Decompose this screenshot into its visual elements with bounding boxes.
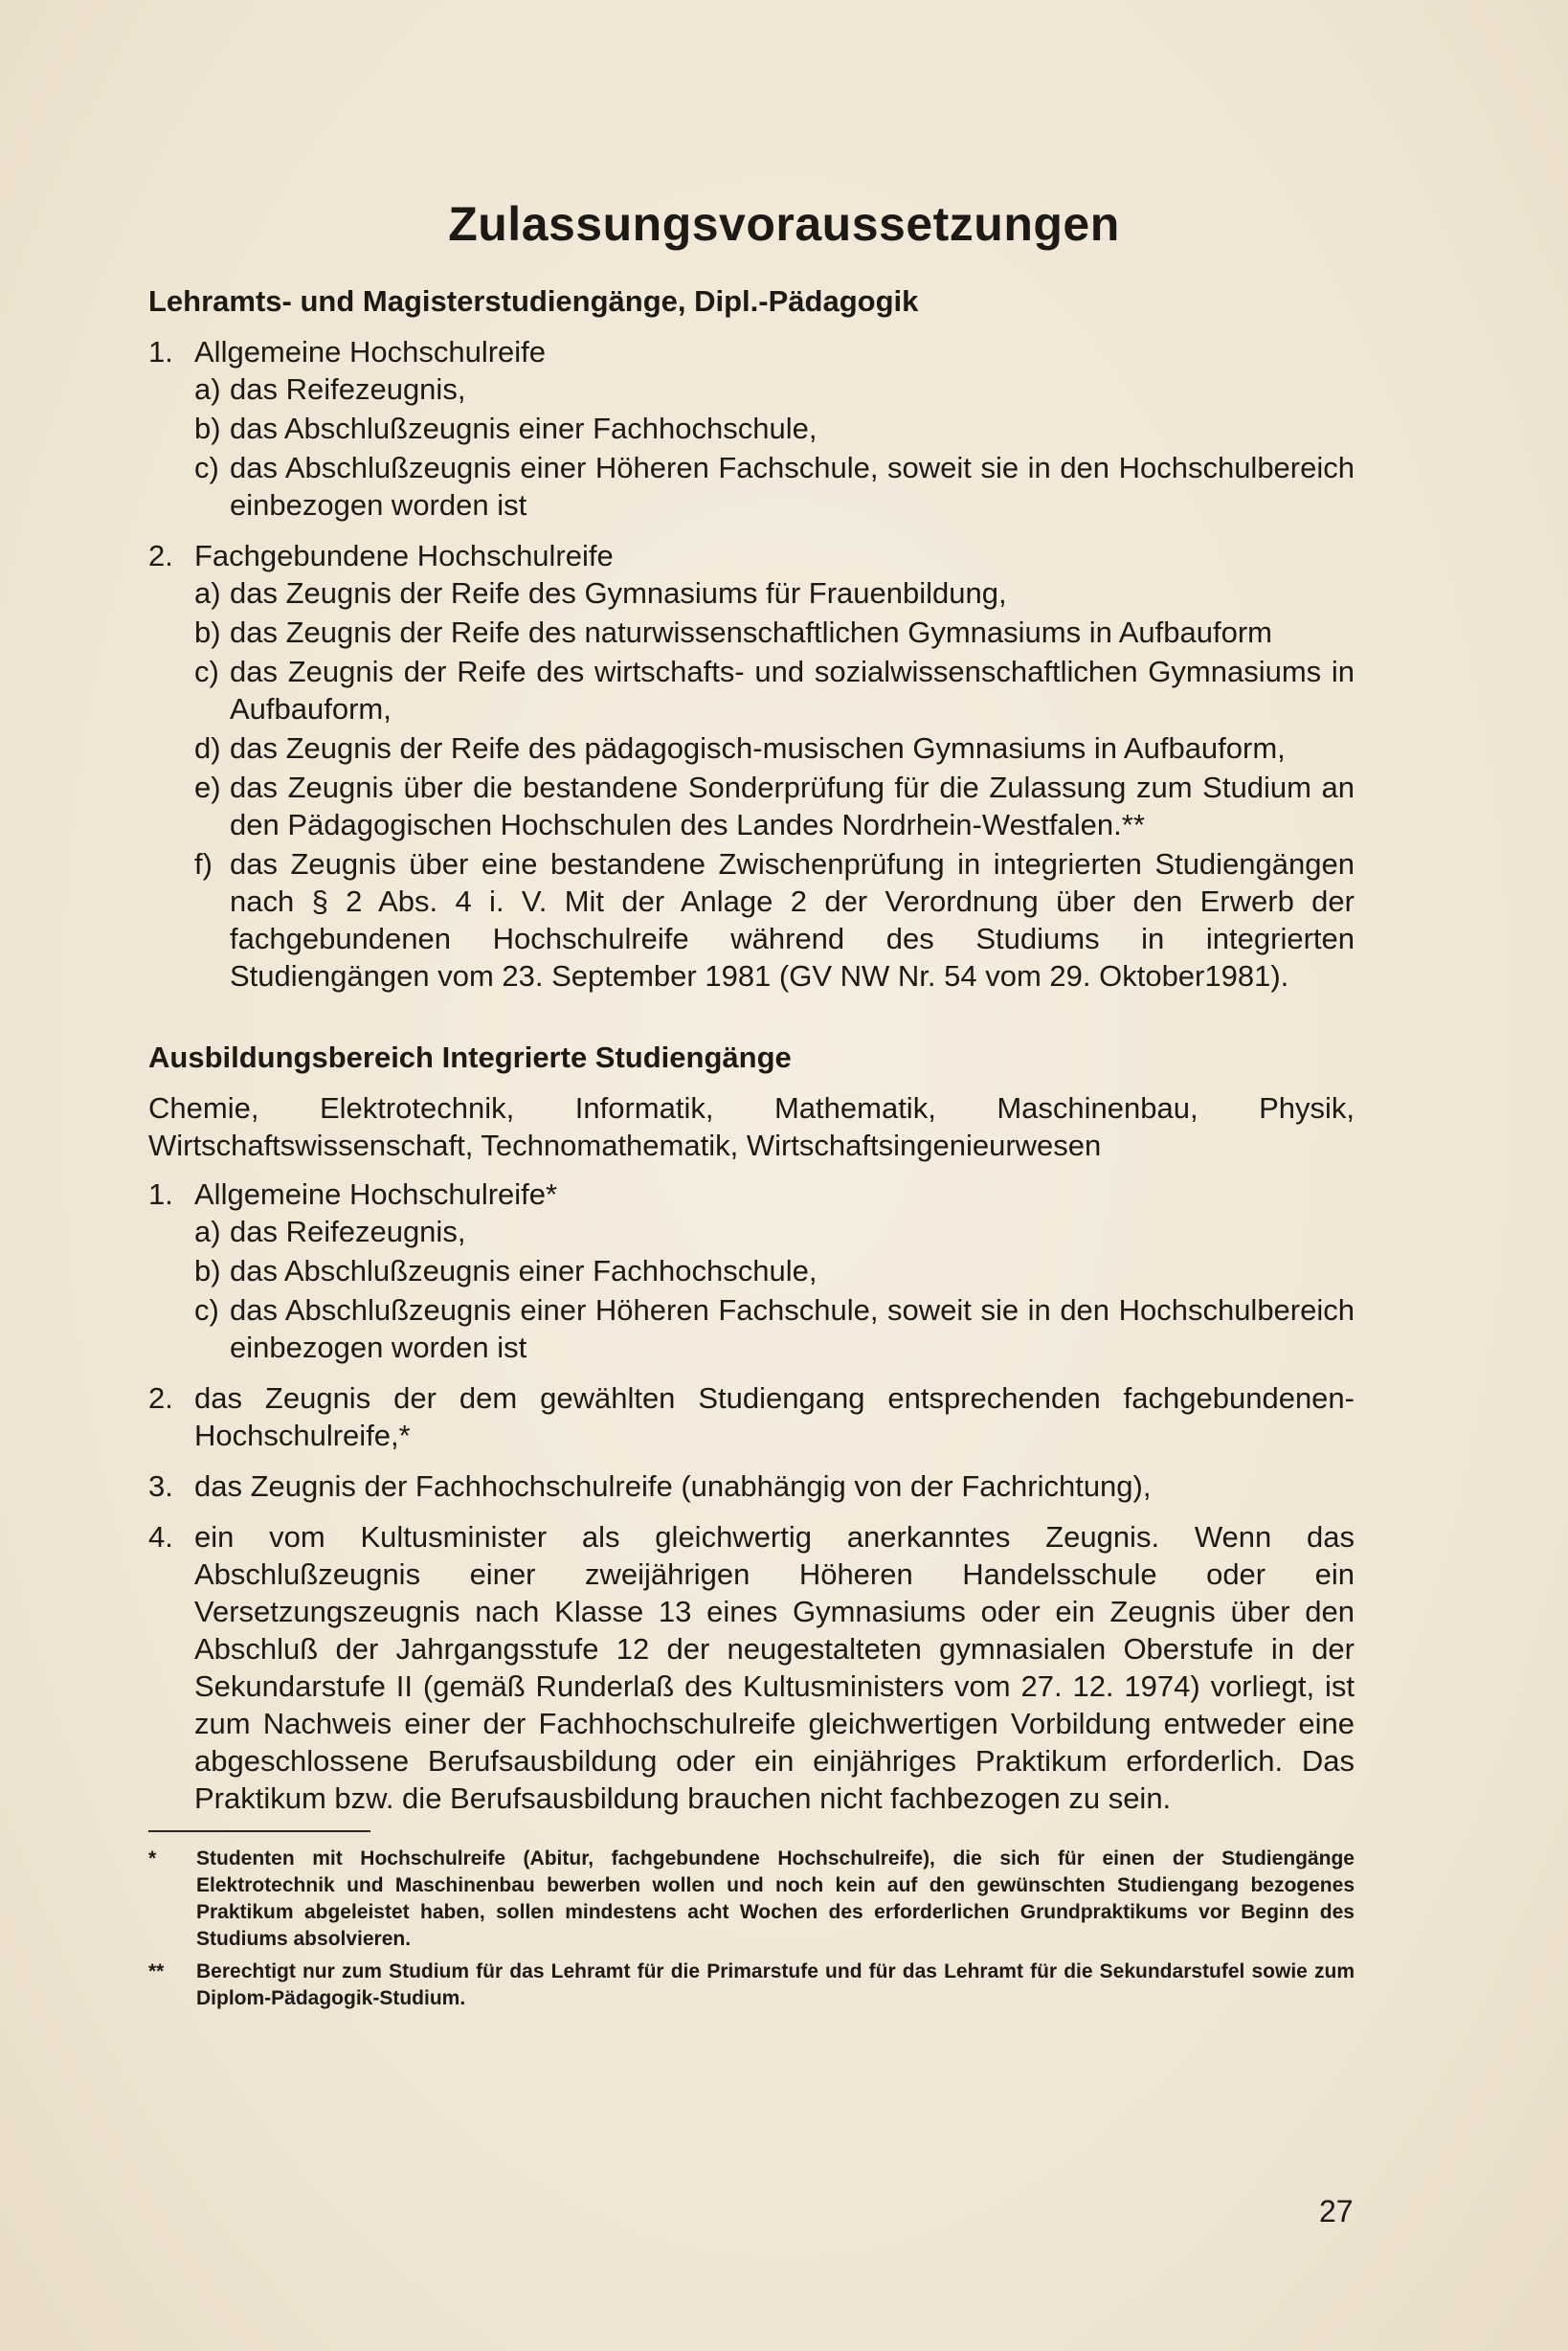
sub-item-text: das Abschlußzeugnis einer Fachhochschule, <box>230 1254 818 1287</box>
sub-item-text: das Abschlußzeugnis einer Fachhochschule, <box>230 412 818 445</box>
sub-item <box>194 574 1355 612</box>
requirements-list-lehramt <box>148 333 1355 995</box>
sub-item-letter: c) <box>194 655 219 688</box>
item-number: 2. <box>148 1381 173 1415</box>
item-number: 2. <box>148 539 173 572</box>
item-number: 4. <box>148 1520 173 1554</box>
sub-item-text: das Zeugnis der Reife des naturwissenschaftlichen Gymnasiums in Aufbauform <box>230 616 1272 649</box>
sub-item-letter: a) <box>194 372 221 406</box>
sub-item-letter: b) <box>194 412 221 445</box>
sub-item-letter: f) <box>194 847 213 881</box>
sub-item-letter: c) <box>194 451 219 484</box>
sub-item <box>194 370 1355 408</box>
item-number: 1. <box>148 1177 173 1211</box>
sub-item-letter: c) <box>194 1293 219 1327</box>
footnote-mark: ** <box>148 1960 165 1982</box>
page-title: Zulassungsvoraussetzungen <box>448 197 1120 251</box>
sub-item <box>194 769 1355 843</box>
sub-item-letter: b) <box>194 1254 221 1287</box>
sub-item <box>194 845 1355 995</box>
item-number: 1. <box>148 335 173 369</box>
footnote-divider <box>148 1830 370 1832</box>
sub-item-text: das Abschlußzeugnis einer Höheren Fachschule, soweit sie in den Hochschulbereich einbezogen worden ist <box>230 1293 1355 1364</box>
page-number: 27 <box>1319 2194 1354 2228</box>
item-number: 3. <box>148 1469 173 1503</box>
footnote-text: Berechtigt nur zum Studium für das Lehramt für die Primarstufe und für das Lehramt für die Sekundarstufel sowie zum Diplom-Pädagogik-Studium. <box>196 1960 1355 2009</box>
sub-list <box>194 370 1355 524</box>
list-item <box>148 1518 1355 1817</box>
item-text: das Zeugnis der Fachhochschulreife (unabhängig von der Fachrichtung), <box>194 1469 1152 1503</box>
footnote-mark: * <box>148 1847 157 1870</box>
list-item <box>148 537 1355 995</box>
sub-item <box>194 653 1355 728</box>
sub-item-text: das Zeugnis über eine bestandene Zwischenprüfung in integrierten Studiengängen nach § 2 Abs. 4 i. V. Mit der Anlage 2 der Verordnung über den Erwerb der fachgebundenen Hochschulreife während des Studiums in integrierten Studiengängen vom 23. September 1981 (GV NW Nr. 54 vom 29. Oktober1981). <box>230 847 1355 993</box>
list-item <box>148 333 1355 524</box>
requirements-list-integriert <box>148 1176 1355 1817</box>
sub-item-letter: a) <box>194 576 221 610</box>
item-text: Allgemeine Hochschulreife <box>194 335 547 369</box>
sub-item <box>194 410 1355 447</box>
footnote <box>148 1959 1355 2012</box>
section-heading-lehramt: Lehramts- und Magisterstudiengänge, Dipl.-Pädagogik <box>148 284 919 318</box>
sub-item-text: das Abschlußzeugnis einer Höheren Fachschule, soweit sie in den Hochschulbereich einbezogen worden ist <box>230 451 1355 522</box>
sub-list <box>194 1213 1355 1366</box>
sub-item <box>194 1213 1355 1250</box>
list-item <box>148 1176 1355 1366</box>
sub-list <box>194 574 1355 995</box>
sub-item <box>194 1291 1355 1366</box>
sub-item-text: das Zeugnis über die bestandene Sonderprüfung für die Zulassung zum Studium an den Pädagogischen Hochschulen des Landes Nordrhein-Westfalen.** <box>230 771 1355 841</box>
list-item <box>148 1379 1355 1454</box>
footnote <box>148 1846 1355 1953</box>
page-content <box>148 282 1355 2018</box>
sub-item-letter: e) <box>194 771 221 804</box>
sub-item-letter: a) <box>194 1215 221 1248</box>
item-text: Fachgebundene Hochschulreife <box>194 539 614 572</box>
sub-item-text: das Reifezeugnis, <box>230 372 466 406</box>
list-item <box>148 1467 1355 1505</box>
section-intro: Chemie, Elektrotechnik, Informatik, Mathematik, Maschinenbau, Physik, Wirtschaftswissenschaft, Technomathematik, Wirtschaftsingenieurwesen <box>148 1091 1355 1162</box>
sub-item <box>194 449 1355 524</box>
item-text: ein vom Kultusminister als gleichwertig anerkanntes Zeugnis. Wenn das Abschlußzeugnis einer zweijährigen Höheren Handelsschule oder ein Versetzungszeugnis nach Klasse 13 eines Gymnasiums oder ein Zeugnis über den Abschluß der Jahrgangsstufe 12 der neugestalteten gymnasialen Oberstufe in der Sekundarstufe II (gemäß Runderlaß des Kultusministers vom 27. 12. 1974) vorliegt, ist zum Nachweis einer der Fachhochschulreife gleichwertigen Vorbildung entweder eine abgeschlossene Berufsausbildung oder ein einjähriges Praktikum erforderlich. Das Praktikum bzw. die Berufsausbildung brauchen nicht fachbezogen zu sein. <box>194 1520 1355 1815</box>
sub-item-text: das Zeugnis der Reife des wirtschafts- und sozialwissenschaftlichen Gymnasiums in Aufbauform, <box>230 655 1355 726</box>
footnotes <box>148 1846 1355 2012</box>
sub-item <box>194 729 1355 767</box>
sub-item-letter: b) <box>194 616 221 649</box>
sub-item-text: das Zeugnis der Reife des pädagogisch-musischen Gymnasiums in Aufbauform, <box>230 731 1286 765</box>
section-heading-integrierte-studiengaenge: Ausbildungsbereich Integrierte Studiengänge <box>148 1041 792 1074</box>
sub-item <box>194 614 1355 651</box>
sub-item-text: das Zeugnis der Reife des Gymnasiums für Frauenbildung, <box>230 576 1007 610</box>
item-text: Allgemeine Hochschulreife* <box>194 1177 558 1211</box>
footnote-text: Studenten mit Hochschulreife (Abitur, fachgebundene Hochschulreife), die sich für einen der Studiengänge Elektrotechnik und Maschinenbau bewerben wollen und noch kein auf den gewünschten Studiengang bezogenes Praktikum abgeleistet haben, sollen mindestens acht Wochen des erforderlichen Grundpraktikums vor Beginn des Studiums absolvieren. <box>196 1847 1355 1950</box>
item-text: das Zeugnis der dem gewählten Studiengang entsprechenden fachgebundenen-Hochschulreife,* <box>194 1381 1355 1452</box>
sub-item-text: das Reifezeugnis, <box>230 1215 466 1248</box>
sub-item-letter: d) <box>194 731 221 765</box>
sub-item <box>194 1252 1355 1289</box>
